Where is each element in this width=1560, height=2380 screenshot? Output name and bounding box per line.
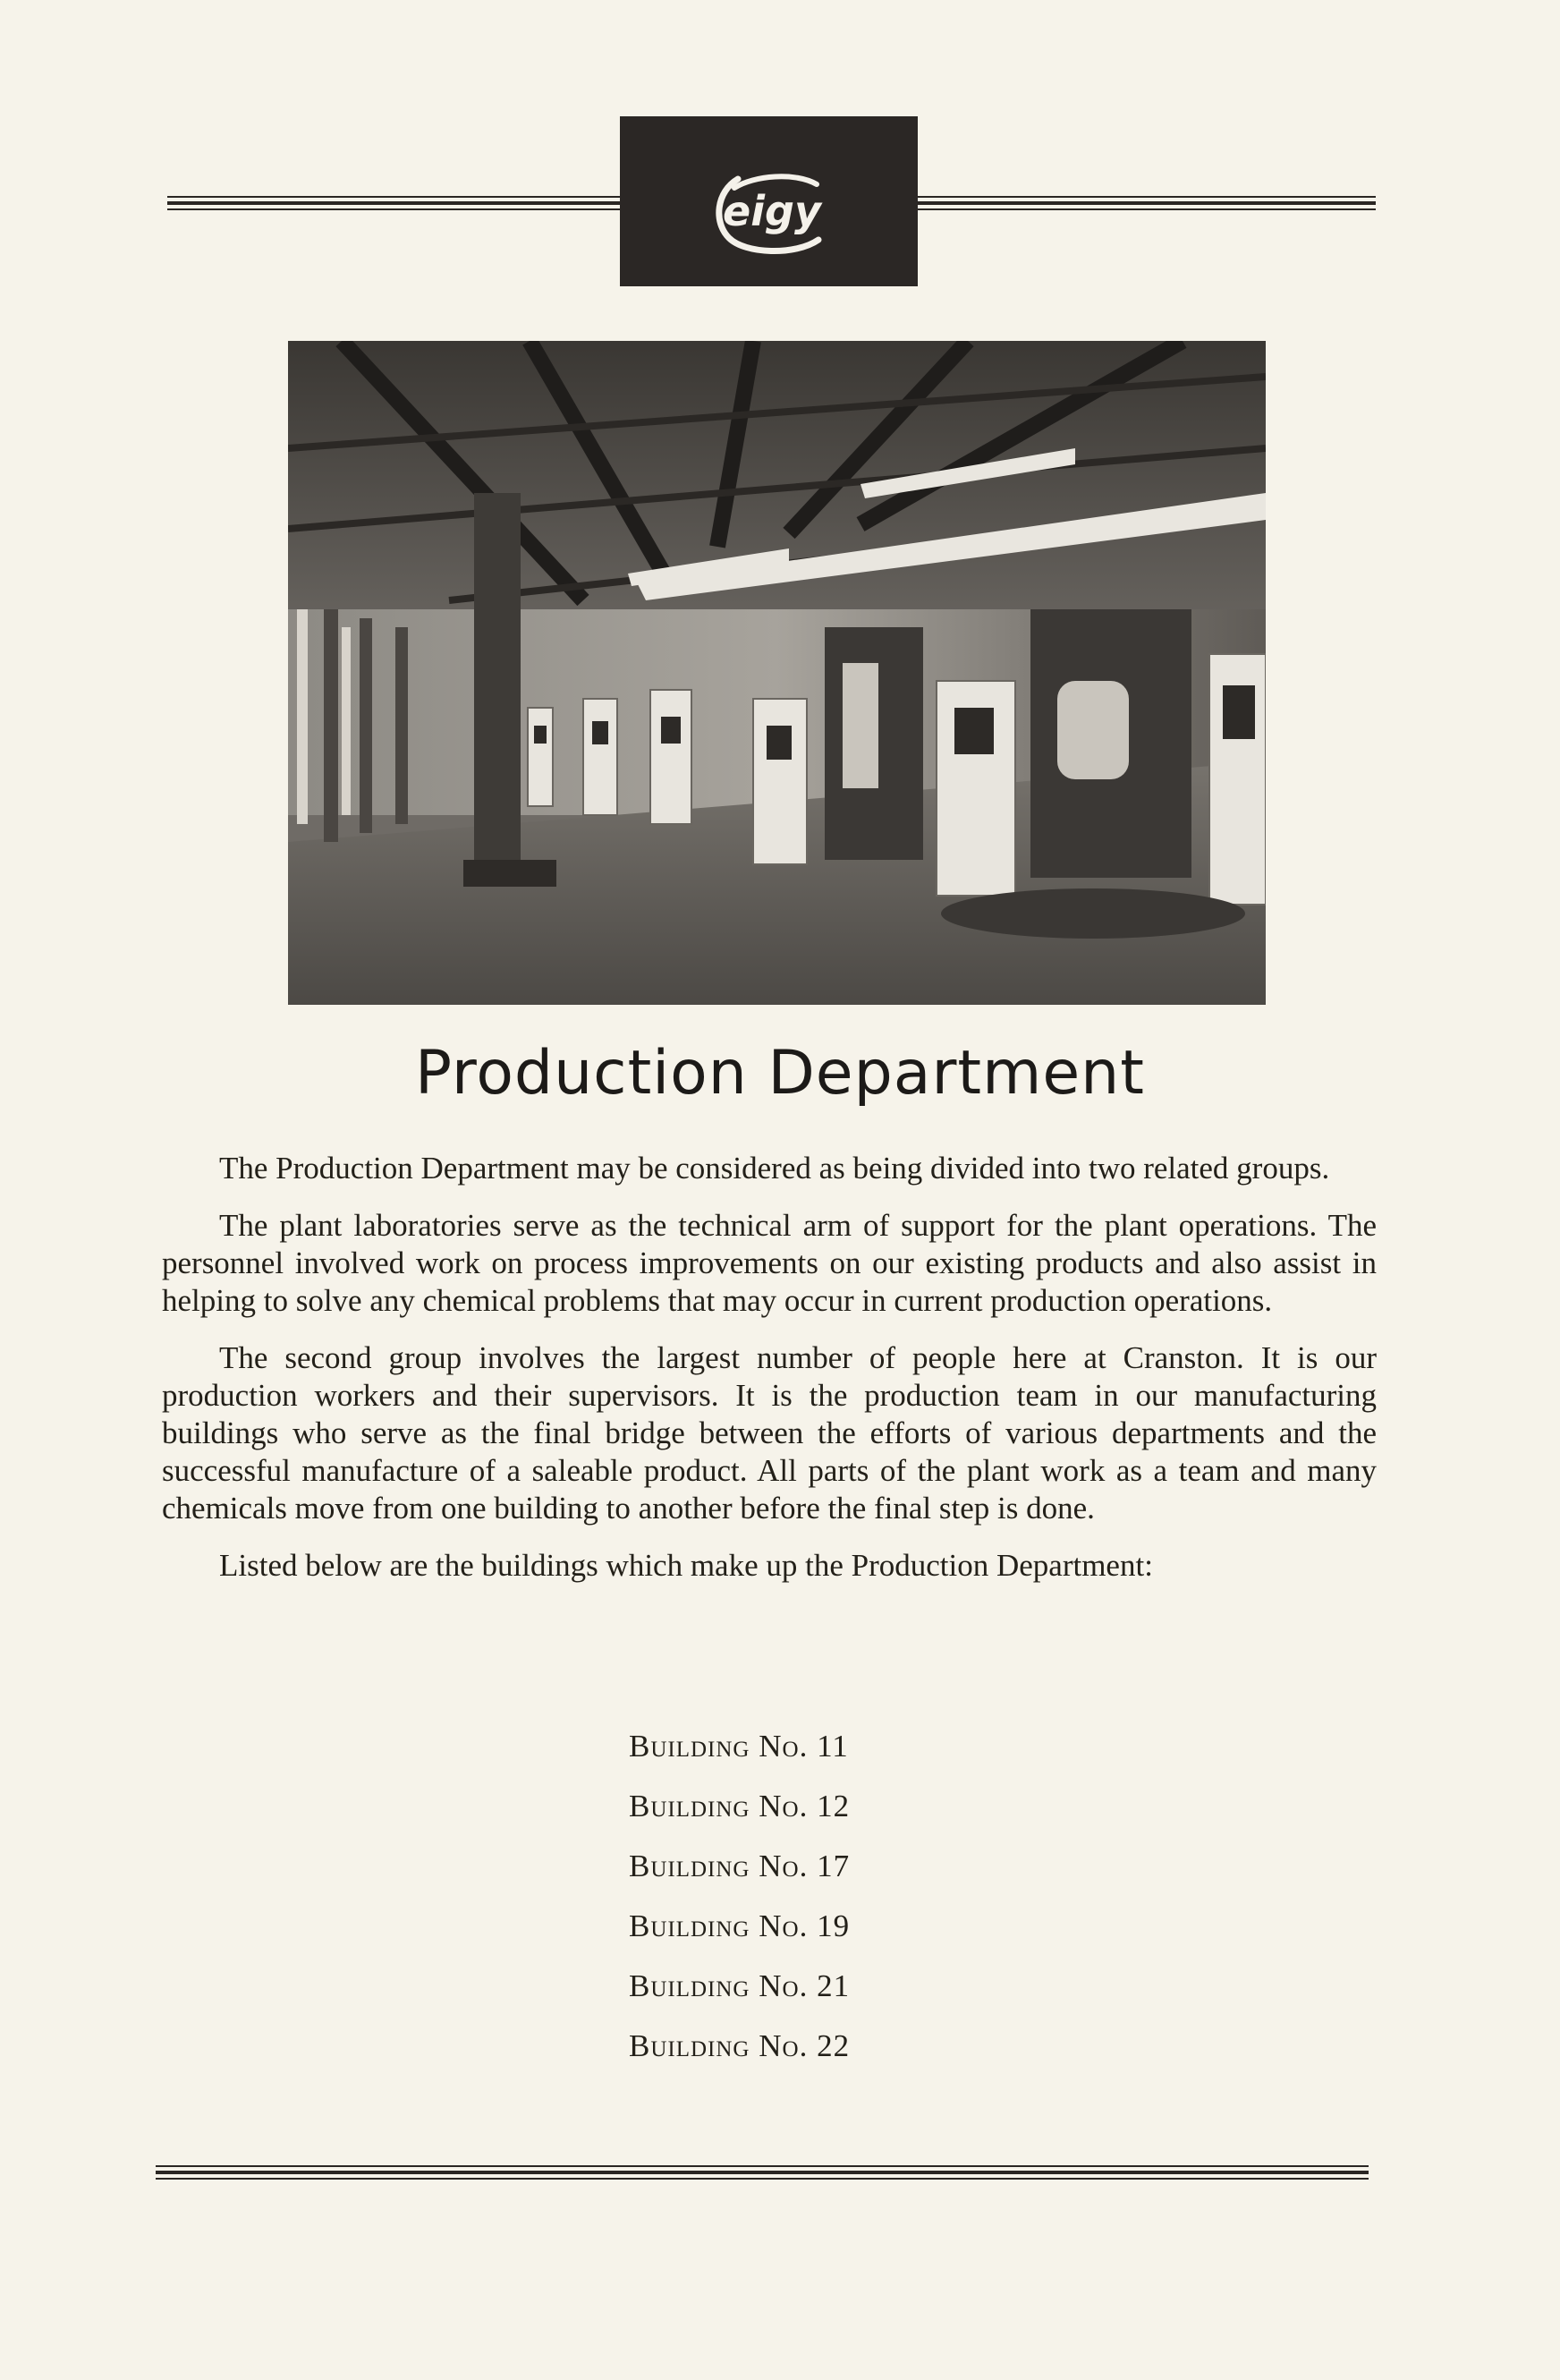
paragraph: The second group involves the largest number of people here at Cranston. It is our production workers and their supervisors. It is the production team in our manufacturing buildings who serve as the final bridge between the efforts of various departments and the successful manufacture of a saleable product. All parts of the plant work as a team and many chemicals move from one building to another before the final step is done.	[162, 1340, 1377, 1526]
paragraph: The plant laboratories serve as the technical arm of support for the plant operations. The personnel involved work on process improvements on our existing products and also assist in helping to solve any chemical problems that may occur in current production operations.	[162, 1208, 1377, 1318]
body-text	[162, 1150, 1377, 1604]
list-item: Building No. 11	[629, 1729, 849, 1764]
list-item: Building No. 22	[629, 2028, 851, 2063]
paragraph: The Production Department may be considered as being divided into two related groups.	[219, 1151, 1330, 1186]
header-rule-left	[167, 196, 620, 210]
footer-rule	[156, 2165, 1369, 2180]
page-title: Production Department	[415, 1038, 1145, 1109]
factory-photo-icon	[288, 341, 1266, 1005]
logo-wordmark: eigy	[723, 187, 821, 235]
list-item: Building No. 21	[629, 1968, 851, 2003]
geigy-logo	[620, 116, 918, 286]
list-item: Building No. 12	[629, 1789, 851, 1823]
header-rule-right	[918, 196, 1376, 210]
list-item: Building No. 19	[629, 1908, 851, 1943]
geigy-logo-icon	[620, 116, 918, 286]
list-item: Building No. 17	[629, 1849, 851, 1883]
list-intro: Listed below are the buildings which make up the Production Department:	[219, 1548, 1153, 1583]
building-list	[629, 1727, 850, 2087]
factory-photo	[288, 341, 1266, 1005]
